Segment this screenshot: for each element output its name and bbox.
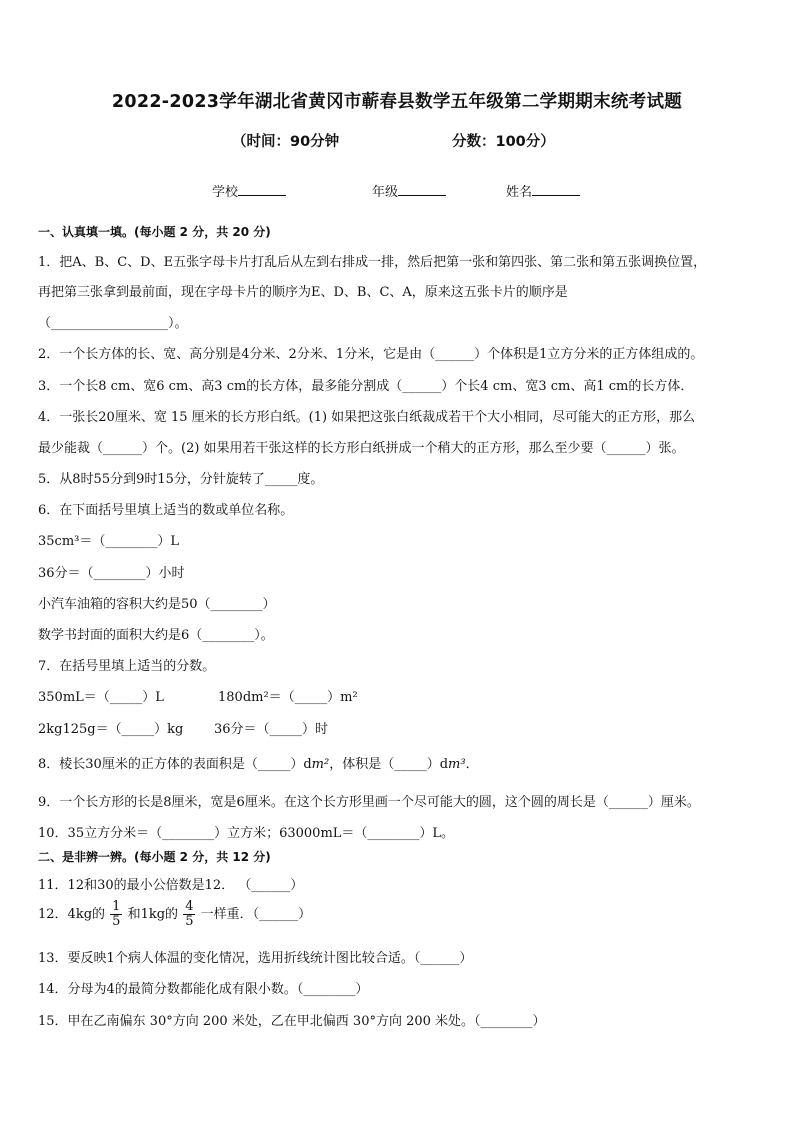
question-6d: 数学书封面的面积大约是6（________）。: [38, 628, 274, 643]
question-7c: 2kg125g＝（_____）kg: [38, 722, 184, 737]
fraction-1-5: [110, 900, 122, 929]
school-field: [212, 181, 286, 200]
question-8-part2: ，体积是（_____）d: [329, 757, 449, 772]
fraction-2-denominator: 5: [185, 914, 194, 929]
question-12-part3: 一样重．（______）: [200, 907, 312, 922]
question-8-end: ．: [465, 757, 479, 772]
question-9: 9．一个长方形的长是8厘米，宽是6厘米。在这个长方形里画一个尽可能大的圆，这个圆的周长是（______）厘米。: [38, 795, 700, 810]
question-6b: 36分＝（________）小时: [38, 566, 185, 581]
score-label: 分数：100分）: [452, 134, 555, 150]
question-15: 15．甲在乙南偏东 30°方向 200 米处，乙在甲北偏西 30°方向 200 米处。（________）: [38, 1014, 546, 1029]
question-8-unit2: m³: [448, 757, 466, 772]
question-8-unit1: m²: [311, 757, 330, 772]
section2-heading: 二、是非辨一辨。(每小题 2 分，共 12 分): [38, 850, 271, 864]
question-1-line1: 1．把A、B、C、D、E五张字母卡片打乱后从左到右排成一排，然后把第一张和第四张、第二张和第五张调换位置，: [38, 255, 707, 270]
name-label: 姓名: [506, 185, 533, 200]
question-6c: 小汽车油箱的容积大约是50（________）: [38, 597, 276, 612]
question-13: 13．要反映1个病人体温的变化情况，选用折线统计图比较合适。（______）: [38, 951, 473, 966]
question-7: 7．在括号里填上适当的分数。: [38, 659, 216, 674]
time-label: （时间：90分钟: [232, 134, 340, 150]
fraction-1-denominator: 5: [112, 914, 121, 929]
question-6: 6．在下面括号里填上适当的数或单位名称。: [38, 503, 294, 518]
question-12: [38, 900, 311, 929]
question-12-part1: 12．4kg的: [38, 907, 106, 922]
name-blank: [532, 183, 580, 196]
question-1-line2: 再把第三张拿到最前面，现在字母卡片的顺序为E、D、B、C、A，原来这五张卡片的顺序是: [38, 285, 568, 300]
section1-heading: 一、认真填一填。(每小题 2 分，共 20 分): [38, 225, 271, 239]
question-10: 10．35立方分米＝（________）立方米；63000mL＝（________）L。: [38, 826, 455, 841]
school-blank: [238, 183, 286, 196]
question-7b: 180dm²＝（_____）m²: [218, 690, 358, 705]
question-4-line1: 4．一张长20厘米、宽 15 厘米的长方形白纸。(1) 如果把这张白纸裁成若干个大小相同，尽可能大的正方形，那么: [38, 410, 696, 425]
fraction-4-5: [183, 900, 195, 929]
question-7a: 350mL＝（_____）L: [38, 690, 164, 705]
question-14: 14．分母为4的最简分数都能化成有限小数。（________）: [38, 982, 369, 997]
question-11: 11．12和30的最小公倍数是12． （______）: [38, 878, 304, 893]
grade-label: 年级: [372, 185, 399, 200]
question-5: 5．从8时55分到9时15分，分针旋转了_____度。: [38, 472, 324, 487]
name-field: [506, 181, 580, 200]
fraction-1-numerator: 1: [112, 899, 121, 914]
question-7d: 36分＝（_____）时: [214, 722, 329, 737]
grade-blank: [398, 183, 446, 196]
question-3: 3．一个长8 cm、宽6 cm、高3 cm的长方体，最多能分割成（______）个长4 cm、宽3 cm、高1 cm的长方体．: [38, 379, 694, 394]
question-1-line3: （__________________）。: [38, 316, 188, 331]
school-label: 学校: [212, 185, 239, 200]
question-4-line2: 最少能裁（______）个。(2) 如果用若干张这样的长方形白纸拼成一个稍大的正方形，那么至少要（______）张。: [38, 441, 685, 456]
exam-title: 2022-2023学年湖北省黄冈市蕲春县数学五年级第二学期期末统考试题: [111, 92, 683, 112]
question-8: [38, 753, 479, 772]
fraction-2-numerator: 4: [185, 899, 194, 914]
grade-field: [372, 181, 446, 200]
question-6a: 35cm³＝（________）L: [38, 534, 179, 549]
question-8-part1: 8．棱长30厘米的正方体的表面积是（_____）d: [38, 757, 312, 772]
question-12-part2: 和1kg的: [127, 907, 179, 922]
question-2: 2．一个长方体的长、宽、高分别是4分米、2分米、1分米，它是由（______）个体积是1立方分米的正方体组成的。: [38, 347, 704, 362]
